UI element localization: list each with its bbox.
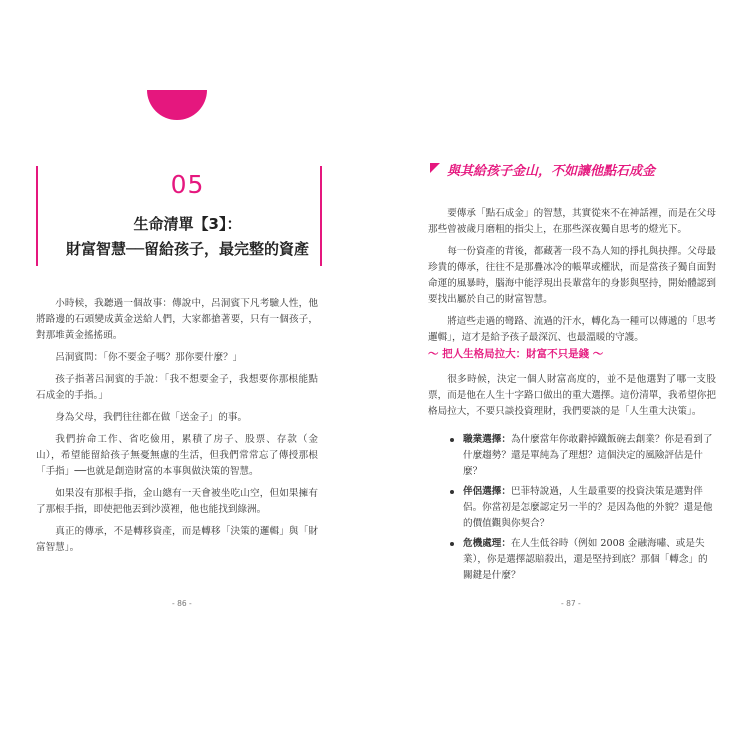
paragraph: 我們拚命工作、省吃儉用，累積了房子、股票、存款（金山），希望能留給孩子無憂無慮的生活，但我們常常忘了傳授那根「手指」──也就是創造財富的本事與做決策的智慧。	[36, 434, 318, 477]
list-item	[428, 484, 716, 532]
paragraph: 身為父母，我們往往都在做「送金子」的事。	[55, 412, 248, 423]
decision-list	[428, 432, 716, 588]
chapter-title-line2: 財富智慧──留給孩子，最完整的資產	[65, 240, 310, 258]
paragraph: 很多時候，決定一個人財富高度的，並不是他選對了哪一支股票，而是他在人生十字路口做出的重大選擇。這份清單，我希望你把格局拉大，不要只談投資理財，我們要談的是「人生重大決策」。	[428, 374, 716, 417]
paragraph: 要傳承「點石成金」的智慧，其實從來不在神話裡，而是在父母那些曾被歲月磨粗的指尖上，在那些深夜獨自思考的燈光下。	[428, 208, 716, 235]
bullet-icon	[450, 490, 454, 494]
paragraph: 孩子指著呂洞賓的手說：「我不想要金子，我想要你那根能點石成金的手指。」	[36, 374, 318, 401]
bullet-label: 伴侶選擇：	[463, 486, 511, 497]
paragraph: 將這些走過的彎路、流過的汗水，轉化為一種可以傳遞的「思考邏輯」，這才是給予孩子最深沉、也最溫暖的守護。	[428, 316, 716, 343]
chapter-title-line1: 生命清單【3】：	[133, 215, 242, 233]
list-item	[428, 432, 716, 480]
bullet-label: 職業選擇：	[463, 434, 511, 445]
bullet-text: 巴菲特說過，人生最重要的投資決策是選對伴侶。你當初是怎麼認定另一半的？是因為他的外貌？還是他的價值觀與你契合？	[463, 486, 713, 529]
page-number-left: - 86 -	[172, 599, 192, 608]
subheading: ～ 把人生格局拉大：財富不只是錢 ～	[428, 348, 604, 360]
bullet-text: 為什麼當年你敢辭掉鐵飯碗去創業？你是看到了什麼趨勢？還是單純為了理想？這個決定的風險評估是什麼？	[463, 434, 713, 477]
paragraph: 真正的傳承，不是轉移資產，而是轉移「決策的邏輯」與「財富智慧」。	[36, 526, 318, 553]
right-page	[375, 0, 750, 750]
list-item	[428, 536, 716, 584]
chapter-number: 05	[170, 170, 205, 199]
left-body-text	[36, 296, 318, 562]
right-body-text	[428, 206, 716, 352]
paragraph: 呂洞賓問：「你不要金子嗎？那你要什麼？」	[55, 352, 243, 363]
paragraph: 每一份資產的背後，都藏著一段不為人知的掙扎與抉擇。父母最珍貴的傳承，往往不是那疊冰冷的帳單或權狀，而是當孩子獨自面對命運的風暴時，腦海中能浮現出長輩當年的身影與堅持，開始體認到要找出屬於自己的財富智慧。	[428, 246, 716, 305]
chapter-tab-decoration	[147, 90, 207, 120]
paragraph: 小時候，我聽過一個故事：傳說中，呂洞賓下凡考驗人性，他將路邊的石頭變成黃金送給人們，大家都搶著要，只有一個孩子，對那堆黃金搖搖頭。	[36, 298, 318, 341]
section-marker-icon	[430, 163, 440, 173]
section-title: 與其給孩子金山，不如讓他點石成金	[447, 164, 656, 179]
right-body-text-2	[428, 372, 716, 426]
bullet-text: 在人生低谷時（例如 2008 金融海嘯、或是失業），你是選擇認賠殺出，還是堅持到底？那個「轉念」的關鍵是什麼？	[463, 538, 708, 581]
page-number-right: - 87 -	[561, 599, 581, 608]
paragraph: 如果沒有那根手指，金山總有一天會被坐吃山空，但如果擁有了那根手指，即使把他丟到沙漠裡，他也能找到綠洲。	[36, 488, 318, 515]
bullet-label: 危機處理：	[463, 538, 511, 549]
bullet-icon	[450, 438, 454, 442]
bullet-icon	[450, 542, 454, 546]
